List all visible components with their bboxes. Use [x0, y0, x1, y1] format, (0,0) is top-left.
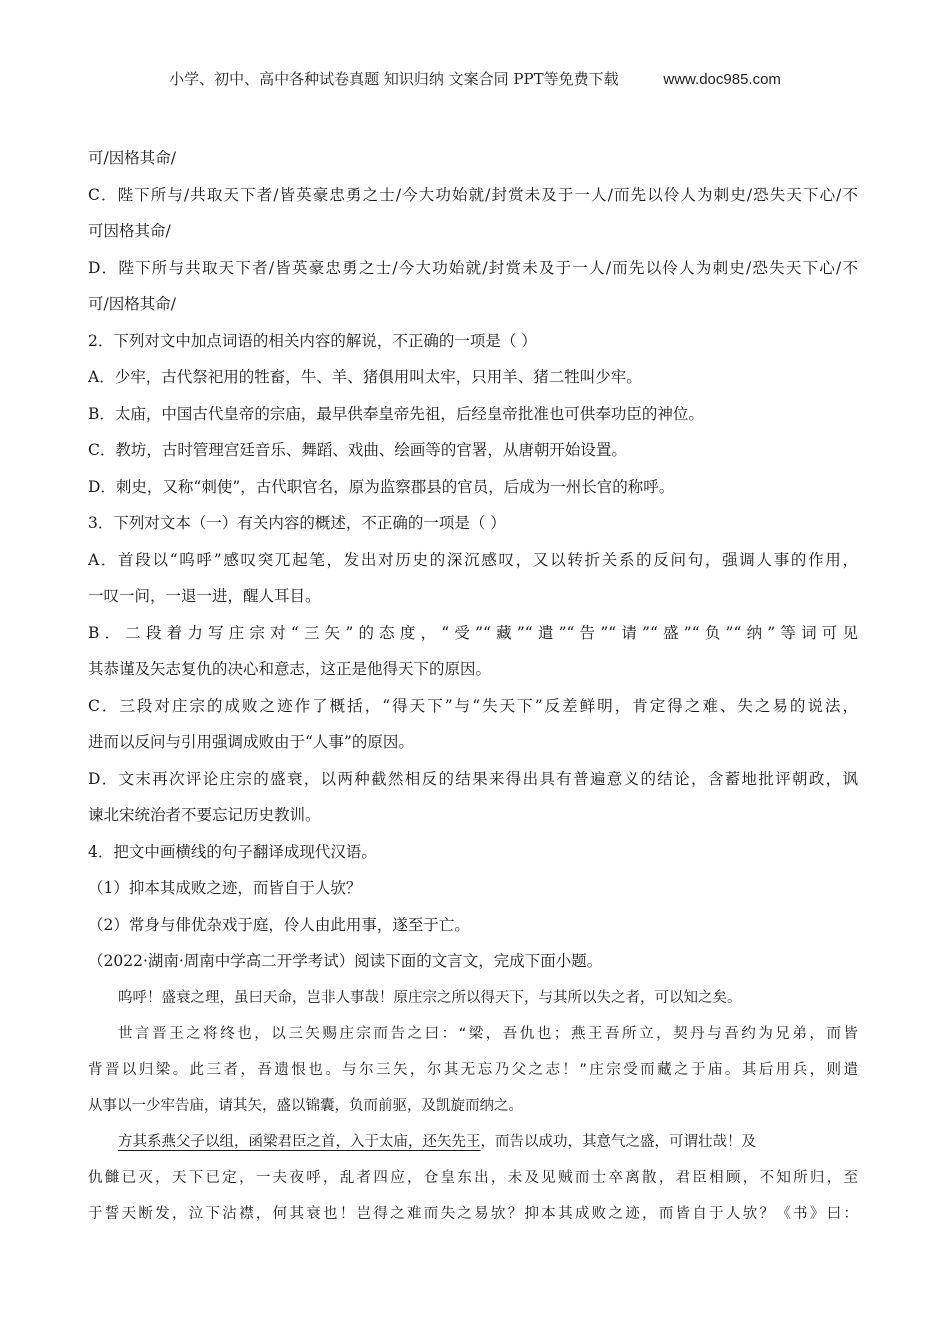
q3-option-b-line-1: B．二段着力写庄宗对“三矢”的态度，“受”“藏”“遣”“告”“请”“盛”“负”“纳”等词可见: [88, 623, 858, 642]
passage-paragraph-1: 呜呼！盛衰之理，虽曰天命，岂非人事哉！原庄宗之所以得天下，与其所以失之者，可以知之矣。: [118, 989, 742, 1006]
passage-paragraph-2-line-1: 世言晋王之将终也，以三矢赐庄宗而告之曰：“梁，吾仇也；燕王吾所立，契丹与吾约为兄弟，而皆: [118, 1025, 858, 1042]
q3-option-a-line-2: 一叹一问，一退一进，醒人耳目。: [88, 587, 321, 605]
option-b-continued: 可/因格其命/: [88, 149, 176, 167]
q3-option-c-line-1: C．三段对庄宗的成败之迹作了概括，“得天下”与“失天下”反差鲜明，肯定得之难、失之易的说法，: [88, 696, 858, 715]
page-header: [0, 68, 950, 89]
passage-paragraph-2-line-3: 从事以一少牢告庙，请其矢，盛以锦囊，负而前驱，及凯旋而纳之。: [88, 1097, 523, 1114]
underlined-sentence: 方其系燕父子以组，函梁君臣之首，入于太庙，还矢先王: [118, 1133, 481, 1150]
header-text: 小学、初中、高中各种试卷真题 知识归纳 文案合同 PPT等免费下载: [169, 70, 619, 88]
option-d-line-2: 可/因格其命/: [88, 295, 176, 313]
option-c-line-1: C．陛下所与/共取天下者/皆英豪忠勇之士/今大功始就/封赏未及于一人/而先以伶人为刺史/恐失天下心/不: [88, 185, 858, 204]
q4-item-2: （2）常身与俳优杂戏于庭，伶人由此用事，遂至于亡。: [88, 915, 470, 934]
q3-option-b-line-2: 其恭谨及矢志复仇的决心和意志，这正是他得天下的原因。: [88, 660, 492, 678]
option-d-line-1: D．陛下所与共取天下者/皆英豪忠勇之士/今大功始就/封赏未及于一人/而先以伶人为刺史/恐失天下心/不: [88, 258, 858, 277]
q3-option-a-line-1: A．首段以“呜呼”感叹突兀起笔，发出对历史的深沉感叹，又以转折关系的反问句，强调人事的作用，: [88, 550, 858, 569]
document-body: [88, 140, 858, 1232]
passage-paragraph-3-line-2: 仇雠已灭，天下已定，一夫夜呼，乱者四应，仓皇东出，未及见贼而士卒离散，君臣相顾，不知所归，至: [88, 1169, 858, 1186]
option-c-line-2: 可因格其命/: [88, 222, 171, 240]
q3-option-d-line-2: 谏北宋统治者不要忘记历史教训。: [88, 806, 321, 824]
passage-paragraph-3-line-3: 于誓天断发，泣下沾襟，何其衰也！岂得之难而失之易欤？抑本其成败之迹，而皆自于人欤？《书》曰：: [88, 1205, 858, 1222]
q3-option-d-line-1: D．文末再次评论庄宗的盛衰，以两种截然相反的结果来得出具有普遍意义的结论，含蓄地批评朝政，讽: [88, 769, 858, 788]
q3-option-c-line-2: 进而以反问与引用强调成败由于“人事”的原因。: [88, 733, 414, 751]
q2-option-d: D．刺史，又称“刺使”，古代职官名，原为监察郡县的官员，后成为一州长官的称呼。: [88, 477, 675, 496]
passage-text: ，而告以成功，其意气之盛，可谓壮哉！及: [480, 1133, 756, 1150]
passage-paragraph-3-line-1: [88, 1124, 858, 1160]
question-3: 3．下列对文本（一）有关内容的概述，不正确的一项是（ ）: [88, 514, 506, 532]
source-note: （2022·湖南·周南中学高二开学考试）阅读下面的文言文，完成下面小题。: [88, 952, 603, 970]
header-url[interactable]: www.doc985.com: [663, 71, 781, 88]
q2-option-c: C．教坊，古时管理宫廷音乐、舞蹈、戏曲、绘画等的官署，从唐朝开始设置。: [88, 441, 627, 459]
q2-option-b: B．太庙，中国古代皇帝的宗庙，最早供奉皇帝先祖，后经皇帝批准也可供奉功臣的神位。: [88, 404, 704, 423]
passage-paragraph-2-line-2: 背晋以归梁。此三者，吾遗恨也。与尔三矢，尔其无忘乃父之志！”庄宗受而藏之于庙。其后用兵，则遣: [88, 1061, 858, 1078]
question-2: 2．下列对文中加点词语的相关内容的解说，不正确的一项是（ ）: [88, 331, 537, 350]
q4-item-1: （1）抑本其成败之迹，而皆自于人欤？: [88, 879, 362, 897]
question-4: 4．把文中画横线的句子翻译成现代汉语。: [88, 842, 377, 861]
q2-option-a: A．少牢，古代祭祀用的牲畜，牛、羊、猪俱用叫太牢，只用羊、猪二牲叫少牢。: [88, 368, 642, 386]
